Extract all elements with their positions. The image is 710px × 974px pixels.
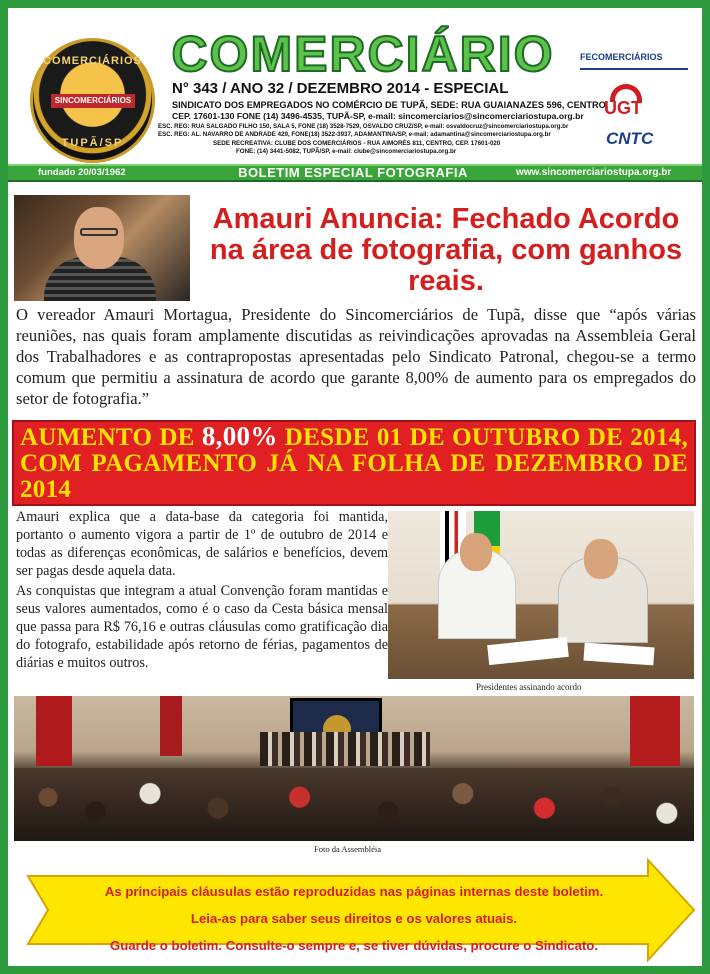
- banner-percentage: 8,00%: [201, 421, 278, 451]
- website-link[interactable]: www.sincomerciariostupa.org.br: [516, 167, 672, 178]
- notice-line: Guarde o boletim. Consulte-o sempre e, se tiver dúvidas, procure o Sindicato.: [109, 938, 599, 953]
- banner-suffix: DESDE 01 DE OUTUBRO DE 2014, COM PAGAMENTO JÁ NA FOLHA DE DEZEMBRO DE 2014: [20, 424, 688, 503]
- person-head-shape: [460, 533, 492, 571]
- address-line: ESC. REG: RUA SALGADO FILHO 150, SALA 5, FONE (18) 3528-7529, OSVALDO CRUZ/SP, e-mail: osvaldocruz@sincomerciariostupa.org.br: [158, 123, 569, 130]
- curtain-shape: [36, 696, 72, 766]
- cntc-logo: CNTC: [606, 129, 654, 148]
- presidents-photo: [388, 511, 694, 679]
- masthead: [8, 8, 702, 158]
- notice-line: Leia-as para saber seus direitos e os valores atuais.: [190, 911, 518, 926]
- body-paragraph: As conquistas que integram a atual Convenção foram mantidas e seus valores aumentados, como é o caso da Cesta básica mensal que passa para R$ 76,16 e outras cláusulas como gratificação dia do fotografo, estabilidade após retorno de férias, pagamentos de diárias e muitos outros.: [16, 583, 388, 671]
- article-headline: Amauri Anuncia: Fechado Acordo na área de fotografia, com ganhos reais.: [209, 203, 683, 297]
- assembly-photo: [14, 696, 694, 841]
- newsletter-page: [8, 8, 702, 966]
- founded-date: fundado 20/03/1962: [38, 167, 126, 178]
- assembly-caption: Foto da Assembléia: [314, 844, 382, 854]
- curtain-shape: [630, 696, 680, 766]
- document-shape: [487, 637, 569, 665]
- address-line: CEP. 17601-130 FONE (14) 3496-4535, TUPÃ-SP, e-mail: sincomerciarios@sincomerciariostupa.org.br: [172, 111, 584, 121]
- raise-banner: [12, 420, 696, 506]
- address-line: SINDICATO DOS EMPREGADOS NO COMÉRCIO DE TUPÃ, SEDE: RUA GUAIANAZES 596, CENTRO,: [172, 100, 609, 110]
- fecomerciarios-logo: FECOMERCIÁRIOS: [580, 52, 688, 70]
- sincomerciarios-seal-logo: [30, 38, 155, 163]
- article-lead: O vereador Amauri Mortagua, Presidente do Sincomerciários de Tupã, disse que “após várias reuniões, nas quais foram amplamente discutidas as reivindicações aprovadas na Assembleia Geral dos Trabalhadores e as contrapropostas apresentadas pelo Sindicato Patronal, chegou-se a termo comum que permitiu a assinatura de acordo que garante 8,00% de aumento para os empregados do setor de fotografia.”: [16, 305, 696, 408]
- stage-people-shape: [260, 732, 430, 766]
- seal-top-text: COMERCIÁRIOS: [43, 55, 142, 67]
- address-line: FONE: (14) 3441-5082, TUPÃ/SP, e-mail: clube@sincomerciariostupa.org.br: [236, 148, 457, 155]
- photo-glasses-shape: [80, 228, 118, 236]
- curtain-shape: [160, 696, 182, 756]
- person-head-shape: [584, 539, 618, 579]
- audience-shape: [14, 768, 694, 841]
- photo-face-shape: [74, 207, 124, 269]
- address-line: SEDE RECREATIVA: CLUBE DOS COMERCIÁRIOS - RUA AIMORÉS 811, CENTRO, CEP. 17601-020: [213, 140, 501, 147]
- notice-arrow: [14, 858, 698, 962]
- notice-line: As principais cláusulas estão reproduzidas nas páginas internas deste boletim.: [104, 884, 604, 899]
- ugt-text: UGT: [604, 98, 642, 118]
- address-line: ESC. REG: AL. NAVARRO DE ANDRADE 429, FONE(18) 3522-3937, ADAMANTINA/SP, e-mail: adamantina@sincomerciariostupa.org.br: [158, 131, 551, 138]
- document-shape: [583, 643, 654, 666]
- section-bar: [8, 164, 702, 182]
- banner-prefix: AUMENTO DE: [20, 424, 202, 451]
- article-body: [16, 508, 388, 674]
- amauri-photo: [14, 195, 190, 301]
- ugt-logo: [604, 84, 650, 122]
- seal-bottom-text: TUPÃ/SP: [61, 137, 124, 149]
- section-title: BOLETIM ESPECIAL FOTOGRAFIA: [238, 165, 468, 180]
- body-paragraph: Amauri explica que a data-base da categoria foi mantida, portanto o aumento vigora a partir de 1º de outubro de 2014 e todas as diferenças econômicas, de salários e benefícios, devem ser pagas desde aquela data.: [16, 509, 388, 579]
- newsletter-title: COMERCIÁRIO: [171, 26, 555, 82]
- presidents-caption: Presidentes assinando acordo: [476, 682, 582, 692]
- issue-line: N° 343 / ANO 32 / DEZEMBRO 2014 - ESPECIAL: [172, 80, 509, 97]
- seal-middle-text: SINCOMERCIÁRIOS: [51, 94, 135, 108]
